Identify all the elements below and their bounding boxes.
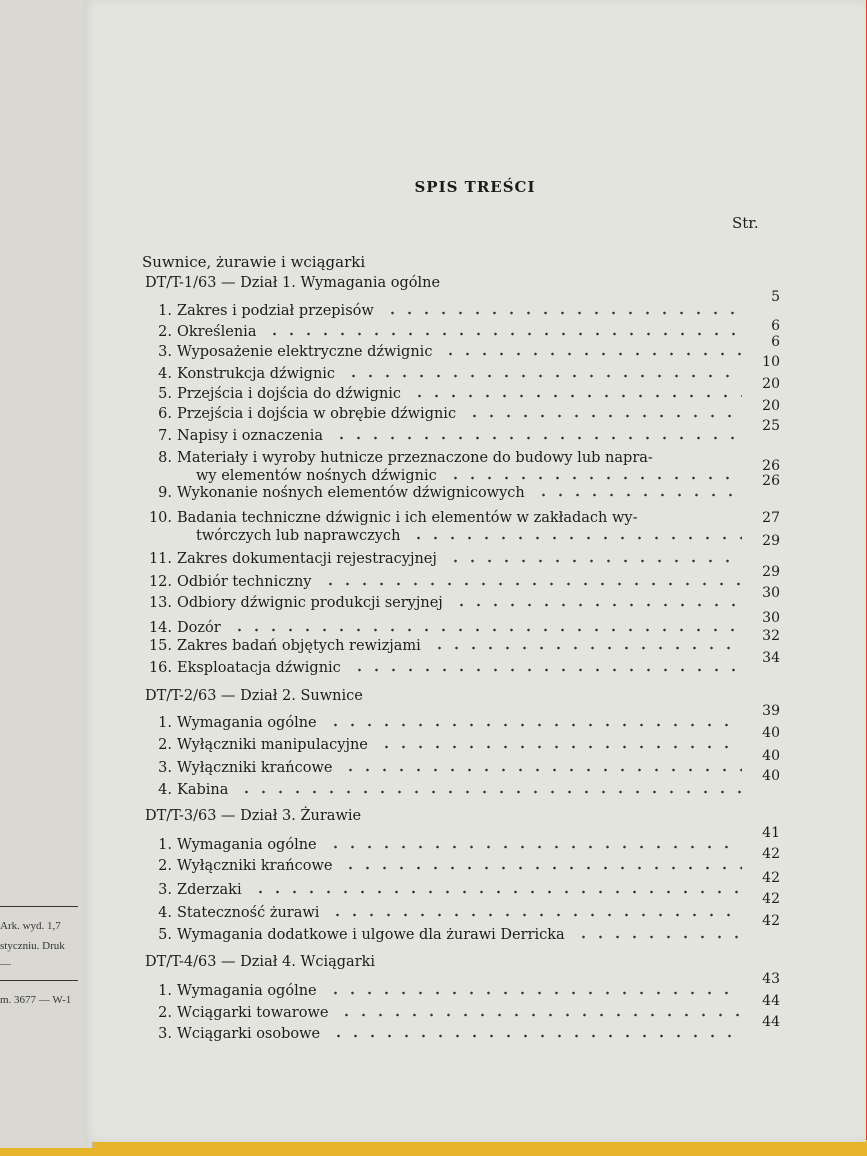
dot-leader — [378, 740, 742, 754]
entry-number: 1. — [158, 715, 172, 731]
dot-leader — [327, 840, 742, 854]
entry-title: Zderzaki — [177, 882, 242, 898]
entry-title: Badania techniczne dźwignic i ich elementów w zakładach wy- — [177, 510, 638, 526]
dot-leader — [384, 306, 742, 320]
entry-number: 4. — [158, 905, 172, 921]
entry-title: Wyłączniki manipulacyjne — [177, 737, 368, 753]
entry-title: Wymagania ogólne — [177, 983, 317, 999]
toc-entry — [144, 354, 784, 386]
entry-title: Napisy i oznaczenia — [177, 428, 324, 444]
entry-title: Stateczność żurawi — [177, 905, 320, 921]
page-title: SPIS TREŚCI — [414, 178, 536, 196]
toc-entry — [144, 725, 784, 757]
dot-leader — [351, 663, 742, 677]
entry-title: Zakres i podział przepisów — [177, 303, 374, 319]
left-rule — [0, 906, 78, 907]
entry-title: Wymagania ogólne — [177, 715, 317, 731]
entry-page-number: 25 — [762, 418, 780, 434]
entry-title: Wciągarki towarowe — [177, 1005, 329, 1021]
entry-page-number: 44 — [762, 1014, 780, 1030]
entry-number: 5. — [158, 927, 172, 943]
entry-page-number: 40 — [762, 768, 780, 784]
section-heading: Suwnice, żurawie i wciągarki — [142, 253, 366, 271]
dot-leader — [575, 930, 742, 944]
dot-leader — [333, 431, 742, 445]
dot-leader — [238, 785, 742, 799]
entry-title: Dozór — [177, 620, 221, 636]
toc-entry — [144, 564, 784, 594]
toc-entry — [144, 376, 784, 406]
dot-leader — [342, 861, 742, 875]
entry-number: 8. — [158, 450, 172, 466]
entry-number: 7. — [158, 428, 172, 444]
dot-leader — [535, 488, 742, 502]
entry-number: 13. — [148, 595, 172, 611]
dot-leader — [410, 531, 742, 545]
entry-number: 1. — [158, 983, 172, 999]
toc-entry — [144, 450, 784, 484]
toc-entry — [144, 585, 784, 615]
entry-page-number: 30 — [762, 610, 780, 626]
dot-leader — [330, 1029, 742, 1043]
dot-leader — [329, 908, 742, 922]
entry-page-number: 40 — [762, 725, 780, 741]
entry-title: Zakres badań objętych rewizjami — [177, 638, 421, 654]
dot-leader — [431, 641, 742, 655]
dot-leader — [338, 1008, 742, 1022]
entry-page-number: 41 — [762, 825, 780, 841]
entry-page-number: 32 — [762, 628, 780, 644]
entry-number: 2. — [158, 858, 172, 874]
entry-page-number: 34 — [762, 650, 780, 666]
dot-leader — [266, 327, 742, 341]
toc-entry — [144, 398, 784, 426]
entry-page-number: 42 — [762, 870, 780, 886]
part-heading: DT/T-2/63 — Dział 2. Suwnice — [145, 688, 363, 704]
dot-leader — [252, 885, 742, 899]
dot-leader — [342, 763, 742, 777]
entry-number: 12. — [148, 574, 172, 590]
entry-title: Określenia — [177, 324, 257, 340]
part-heading: DT/T-3/63 — Dział 3. Żurawie — [145, 808, 362, 824]
toc-entry — [144, 846, 784, 878]
entry-number: 6. — [158, 406, 172, 422]
toc-entry — [144, 870, 784, 902]
entry-number: 1. — [158, 837, 172, 853]
part-heading: DT/T-1/63 — Dział 1. Wymagania ogólne — [145, 275, 441, 291]
left-fragment: — — [0, 958, 11, 970]
entry-title: Wyposażenie elektryczne dźwignic — [177, 344, 433, 360]
entry-number: 3. — [158, 1026, 172, 1042]
entry-number: 11. — [148, 551, 172, 567]
entry-page-number: 40 — [762, 748, 780, 764]
dot-leader — [231, 623, 742, 637]
toc-entry — [144, 891, 784, 925]
entry-page-number: 26 — [762, 458, 780, 474]
dot-leader — [466, 409, 742, 423]
entry-page-number: 6 — [771, 334, 780, 350]
entry-title: Przejścia i dojścia do dźwignic — [177, 386, 402, 402]
entry-title: Materiały i wyroby hutnicze przeznaczone do budowy lub napra- — [177, 450, 653, 466]
entry-number: 2. — [158, 324, 172, 340]
toc-entry — [144, 318, 784, 344]
entry-title: Wyłączniki krańcowe — [177, 858, 333, 874]
entry-number: 3. — [158, 344, 172, 360]
entry-title: Zakres dokumentacji rejestracyjnej — [177, 551, 437, 567]
entry-number: 4. — [158, 782, 172, 798]
entry-title: Wymagania dodatkowe i ulgowe dla żurawi Derricka — [177, 927, 565, 943]
dot-leader — [327, 718, 742, 732]
entry-page-number: 5 — [771, 289, 780, 305]
entry-page-number: 26 — [762, 473, 780, 489]
dot-leader — [411, 389, 742, 403]
entry-page-number: 20 — [762, 398, 780, 414]
left-rule — [0, 980, 78, 981]
entry-title: Konstrukcja dźwignic — [177, 366, 336, 382]
left-fragment: styczniu. Druk — [0, 940, 65, 952]
entry-title: Wciągarki osobowe — [177, 1026, 321, 1042]
dot-leader — [327, 986, 742, 1000]
book-page — [84, 0, 866, 1142]
entry-page-number: 20 — [762, 376, 780, 392]
toc-entry — [144, 610, 784, 640]
entry-title: Wykonanie nośnych elementów dźwignicowych — [177, 485, 525, 501]
entry-number: 15. — [148, 638, 172, 654]
left-fragment: m. 3677 — W-1 — [0, 994, 72, 1006]
entry-page-number: 10 — [762, 354, 780, 370]
entry-number: 1. — [158, 303, 172, 319]
entry-title: Wymagania ogólne — [177, 837, 317, 853]
entry-number: 2. — [158, 737, 172, 753]
entry-number: 4. — [158, 366, 172, 382]
dot-leader — [453, 598, 742, 612]
left-fragment: Ark. wyd. 1,7 — [0, 920, 61, 932]
entry-page-number: 29 — [762, 564, 780, 580]
entry-page-number: 42 — [762, 913, 780, 929]
entry-title: Eksploatacja dźwignic — [177, 660, 341, 676]
entry-page-number: 42 — [762, 891, 780, 907]
entry-page-number: 43 — [762, 971, 780, 987]
dot-leader — [447, 554, 742, 568]
entry-number: 5. — [158, 386, 172, 402]
entry-title-continued: twórczych lub naprawczych — [196, 528, 401, 544]
entry-number: 16. — [148, 660, 172, 676]
entry-title: Wyłączniki krańcowe — [177, 760, 333, 776]
left-page — [0, 0, 93, 1148]
dot-leader — [345, 369, 742, 383]
toc-entry — [144, 825, 784, 857]
dot-leader — [447, 471, 742, 485]
entry-number: 9. — [158, 485, 172, 501]
entry-title: Odbiór techniczny — [177, 574, 312, 590]
entry-number: 14. — [148, 620, 172, 636]
toc-entry — [144, 993, 784, 1025]
entry-number: 2. — [158, 1005, 172, 1021]
toc-entry — [144, 748, 784, 780]
entry-page-number: 39 — [762, 703, 780, 719]
toc-entry — [144, 703, 784, 735]
table-surface — [0, 1140, 867, 1156]
toc-entry — [144, 1014, 784, 1046]
entry-page-number: 44 — [762, 993, 780, 1009]
entry-number: 3. — [158, 882, 172, 898]
dot-leader — [322, 577, 742, 591]
entry-title: Odbiory dźwignic produkcji seryjnej — [177, 595, 443, 611]
entry-title: Kabina — [177, 782, 229, 798]
entry-number: 3. — [158, 760, 172, 776]
entry-page-number: 30 — [762, 585, 780, 601]
part-heading: DT/T-4/63 — Dział 4. Wciągarki — [145, 954, 376, 970]
entry-title-continued: wy elementów nośnych dźwignic — [196, 468, 437, 484]
page-column-label: Str. — [732, 214, 759, 232]
dot-leader — [442, 347, 742, 361]
toc-entry — [144, 289, 784, 323]
toc-entry — [144, 650, 784, 680]
entry-page-number: 6 — [771, 318, 780, 334]
entry-title: Przejścia i dojścia w obrębie dźwignic — [177, 406, 457, 422]
toc-entry — [144, 418, 784, 448]
toc-entry — [144, 971, 784, 1003]
entry-number: 10. — [148, 510, 172, 526]
entry-page-number: 42 — [762, 846, 780, 862]
entry-page-number: 29 — [762, 533, 780, 549]
entry-page-number: 27 — [762, 510, 780, 526]
toc-entry — [144, 334, 784, 364]
